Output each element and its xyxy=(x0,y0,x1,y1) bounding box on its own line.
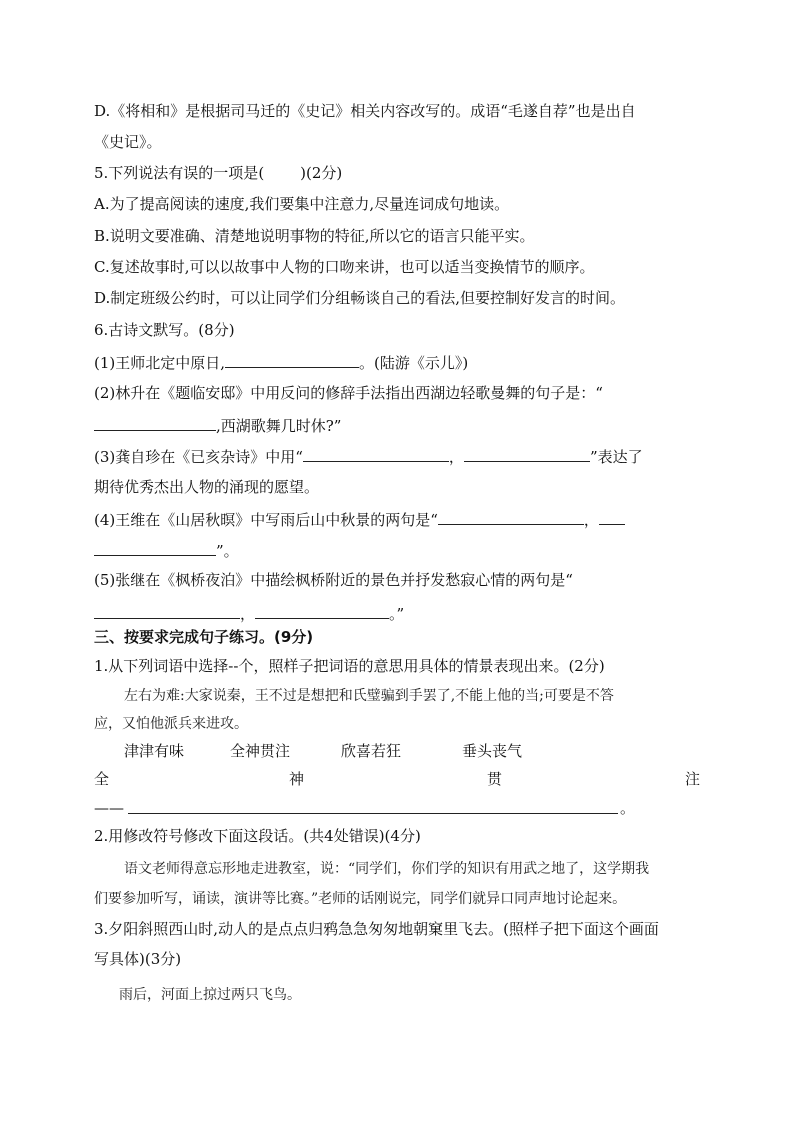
s3-q2: 2.用修改符号修改下面这段话。(共4处错误)(4分) xyxy=(94,827,421,845)
word-option-3: 欣喜若狂 xyxy=(341,742,402,760)
q6-item-3-text: (3)龚自珍在《已亥杂诗》中用“ xyxy=(94,448,303,466)
q6-item-2-cont xyxy=(94,414,341,436)
q6-item-5-cont xyxy=(94,602,404,624)
q6-item-4-text: (4)王维在《山居秋暝》中写雨后山中秋景的两句是“ xyxy=(94,511,438,529)
s3-q1-example-line2: 应，又怕他派兵来进攻。 xyxy=(94,716,248,732)
q6-item-5-comma: ， xyxy=(240,605,256,623)
q6-item-1-source: 。(陆游《示儿》) xyxy=(359,354,469,372)
s3-q2-passage-line1: 语文老师得意忘形地走进教室，说：“同学们，你们学的知识有用武之地了，这学期我 xyxy=(124,861,650,877)
q5-option-d: D.制定班级公约时，可以让同学们分组畅谈自己的看法,但要控制好发言的时间。 xyxy=(94,289,626,307)
q4-option-d-line1: D.《将相和》是根据司马迁的《史记》相关内容改写的。成语“毛遂自荐”也是出自 xyxy=(94,102,636,120)
q6-item-3-blank-2[interactable] xyxy=(464,445,590,462)
q5-option-b: B.说明文要准确、清楚地说明事物的特征,所以它的语言只能平实。 xyxy=(94,227,535,245)
q6-item-4-blank-2b[interactable] xyxy=(94,539,216,556)
q6-item-4-blank-2a[interactable] xyxy=(599,508,625,525)
q6-item-4-tail: ”。 xyxy=(216,542,239,560)
q6-item-3-cont: 期待优秀杰出人物的涌现的愿望。 xyxy=(94,478,320,496)
q6-item-3-tail: ”表达了 xyxy=(589,448,643,466)
q6-title: 6.古诗文默写。(8分) xyxy=(94,321,235,339)
q5-stem-text: 5.下列说法有误的一项是( xyxy=(94,164,265,182)
word-option-4: 垂头丧气 xyxy=(462,742,523,760)
q6-item-5-blank-2[interactable] xyxy=(255,602,389,619)
q6-item-3 xyxy=(94,445,643,467)
answer-dash: —— xyxy=(94,799,124,817)
q6-item-2-blank[interactable] xyxy=(94,414,216,431)
s3-q3-line2: 写具体)(3分) xyxy=(94,950,182,968)
s3-q3-prompt: 雨后，河面上掠过两只飞鸟。 xyxy=(119,987,301,1003)
q5-option-c: C.复述故事时,可以以故事中人物的口吻来讲，也可以适当变换情节的顺序。 xyxy=(94,258,595,276)
word-option-1: 津津有味 xyxy=(124,742,185,760)
q5-option-a: A.为了提高阅读的速度,我们要集中注意力,尽量连词成句地读。 xyxy=(94,195,510,213)
answer-char-2: 神 xyxy=(289,770,305,788)
word-option-2: 全神贯注 xyxy=(230,742,291,760)
answer-char-4: 注 xyxy=(685,770,701,788)
answer-line[interactable] xyxy=(128,813,618,814)
answer-char-1: 全 xyxy=(94,770,110,788)
section-3-heading: 三、按要求完成句子练习。(9分) xyxy=(94,628,314,646)
q6-item-2: (2)林升在《题临安邸》中用反问的修辞手法指出西湖边轻歌曼舞的句子是：“ xyxy=(94,384,603,402)
q6-item-4-comma: ， xyxy=(583,511,599,529)
s3-q2-passage-line2: 们要参加听写，诵读，演讲等比赛。”老师的话刚说完，同学们就异口同声地讨论起来。 xyxy=(94,891,627,907)
q6-item-5: (5)张继在《枫桥夜泊》中描绘枫桥附近的景色并抒发愁寂心情的两句是“ xyxy=(94,571,573,589)
q5-stem xyxy=(94,163,342,183)
s3-q3-line1: 3.夕阳斜照西山时,动人的是点点归鸦急急匆匆地朝窠里飞去。(照样子把下面这个画面 xyxy=(94,920,659,938)
q6-item-3-comma: ， xyxy=(448,448,464,466)
q6-item-5-tail: 。” xyxy=(389,605,405,623)
q6-item-2-tail: ,西湖歌舞几时休?” xyxy=(216,417,342,435)
q6-item-4-cont xyxy=(94,539,239,561)
s3-q1-example-line1: 左右为难:大家说秦，王不过是想把和氏璧骗到手罢了,不能上他的当;可要是不答 xyxy=(124,688,614,704)
answer-end: 。 xyxy=(620,799,636,817)
q6-item-1-blank[interactable] xyxy=(225,351,359,368)
q6-item-3-blank-1[interactable] xyxy=(303,445,449,462)
answer-char-3: 贯 xyxy=(487,770,503,788)
q6-item-5-blank-1[interactable] xyxy=(94,602,240,619)
q5-score: )(2分) xyxy=(300,164,343,182)
q6-item-4-blank-1[interactable] xyxy=(438,508,584,525)
q6-item-1 xyxy=(94,351,468,373)
s3-q1: 1.从下列词语中选择--个，照样子把词语的意思用具体的情景表现出来。(2分) xyxy=(94,657,605,675)
q6-item-1-text: (1)王师北定中原日, xyxy=(94,354,226,372)
q4-option-d-line2: 《史记》。 xyxy=(94,133,162,151)
q6-item-4 xyxy=(94,508,625,530)
